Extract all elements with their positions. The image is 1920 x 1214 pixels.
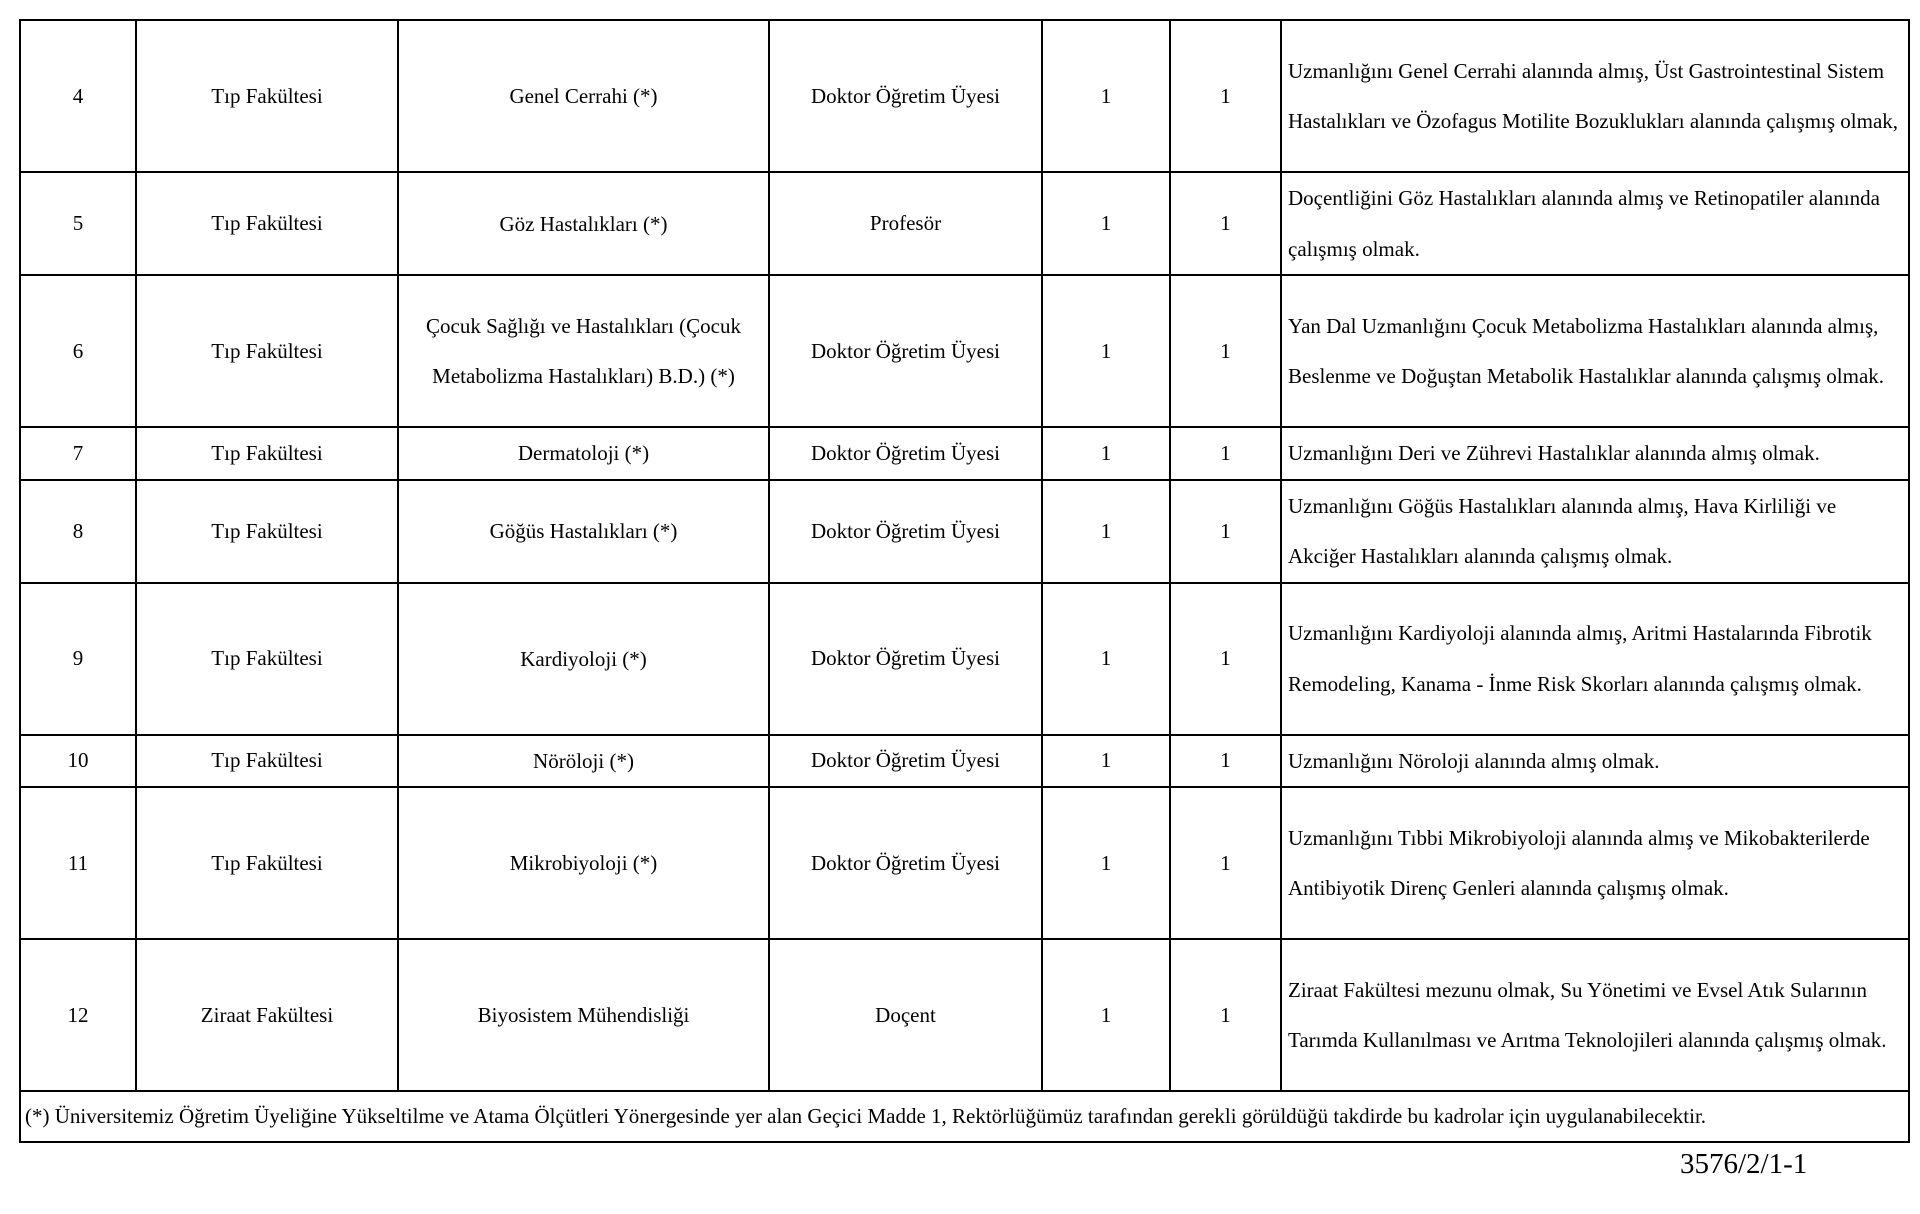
row-number: 4 — [20, 20, 136, 172]
academic-title-cell: Doktor Öğretim Üyesi — [769, 735, 1042, 788]
department-cell: Biyosistem Mühendisliği — [398, 939, 769, 1091]
department-cell: Nöröloji (*) — [398, 735, 769, 788]
row-number: 9 — [20, 583, 136, 735]
position-count-cell: 1 — [1042, 583, 1170, 735]
position-count-cell-2: 1 — [1170, 427, 1281, 480]
position-count-cell-2: 1 — [1170, 20, 1281, 172]
requirement-cell: Uzmanlığını Tıbbi Mikrobiyoloji alanında almış ve Mikobakterilerde Antibiyotik Direnç Genleri alanında çalışmış olmak. — [1281, 787, 1909, 939]
department-cell: Mikrobiyoloji (*) — [398, 787, 769, 939]
table-row — [20, 787, 1909, 939]
table-row — [20, 427, 1909, 480]
faculty-cell: Tıp Fakültesi — [136, 20, 398, 172]
faculty-cell: Tıp Fakültesi — [136, 787, 398, 939]
department-cell: Kardiyoloji (*) — [398, 583, 769, 735]
academic-title-cell: Doktor Öğretim Üyesi — [769, 583, 1042, 735]
requirement-cell: Uzmanlığını Nöroloji alanında almış olmak. — [1281, 735, 1909, 788]
academic-title-cell: Profesör — [769, 172, 1042, 275]
table-row — [20, 939, 1909, 1091]
department-cell: Göz Hastalıkları (*) — [398, 172, 769, 275]
row-number: 5 — [20, 172, 136, 275]
table-row — [20, 583, 1909, 735]
row-number: 11 — [20, 787, 136, 939]
department-cell: Çocuk Sağlığı ve Hastalıkları (Çocuk Metabolizma Hastalıkları) B.D.) (*) — [398, 275, 769, 427]
faculty-cell: Ziraat Fakültesi — [136, 939, 398, 1091]
requirement-cell: Uzmanlığını Göğüs Hastalıkları alanında almış, Hava Kirliliği ve Akciğer Hastalıkları alanında çalışmış olmak. — [1281, 480, 1909, 583]
row-number: 7 — [20, 427, 136, 480]
position-count-cell-2: 1 — [1170, 172, 1281, 275]
row-number: 8 — [20, 480, 136, 583]
position-count-cell-2: 1 — [1170, 583, 1281, 735]
position-count-cell-2: 1 — [1170, 735, 1281, 788]
row-number: 6 — [20, 275, 136, 427]
academic-title-cell: Doçent — [769, 939, 1042, 1091]
department-cell: Dermatoloji (*) — [398, 427, 769, 480]
faculty-cell: Tıp Fakültesi — [136, 172, 398, 275]
table-row — [20, 480, 1909, 583]
table-row — [20, 275, 1909, 427]
faculty-cell: Tıp Fakültesi — [136, 427, 398, 480]
position-count-cell-2: 1 — [1170, 787, 1281, 939]
page-code: 3576/2/1-1 — [1680, 1148, 1808, 1180]
footnote-row — [20, 1091, 1909, 1142]
requirement-cell: Uzmanlığını Deri ve Zührevi Hastalıklar alanında almış olmak. — [1281, 427, 1909, 480]
position-count-cell: 1 — [1042, 787, 1170, 939]
academic-title-cell: Doktor Öğretim Üyesi — [769, 427, 1042, 480]
position-count-cell-2: 1 — [1170, 275, 1281, 427]
table-row — [20, 735, 1909, 788]
requirement-cell: Uzmanlığını Kardiyoloji alanında almış, Aritmi Hastalarında Fibrotik Remodeling, Kanama - İnme Risk Skorları alanında çalışmış olmak. — [1281, 583, 1909, 735]
position-count-cell: 1 — [1042, 20, 1170, 172]
academic-title-cell: Doktor Öğretim Üyesi — [769, 20, 1042, 172]
position-count-cell: 1 — [1042, 939, 1170, 1091]
position-count-cell-2: 1 — [1170, 480, 1281, 583]
faculty-cell: Tıp Fakültesi — [136, 480, 398, 583]
position-count-cell: 1 — [1042, 735, 1170, 788]
academic-title-cell: Doktor Öğretim Üyesi — [769, 787, 1042, 939]
requirement-cell: Doçentliğini Göz Hastalıkları alanında almış ve Retinopatiler alanında çalışmış olmak. — [1281, 172, 1909, 275]
department-cell: Göğüs Hastalıkları (*) — [398, 480, 769, 583]
positions-table — [19, 19, 1910, 1143]
requirement-cell: Ziraat Fakültesi mezunu olmak, Su Yönetimi ve Evsel Atık Sularının Tarımda Kullanılması ve Arıtma Teknolojileri alanında çalışmış olmak. — [1281, 939, 1909, 1091]
faculty-cell: Tıp Fakültesi — [136, 735, 398, 788]
table-body — [20, 20, 1909, 1142]
row-number: 12 — [20, 939, 136, 1091]
position-count-cell: 1 — [1042, 480, 1170, 583]
row-number: 10 — [20, 735, 136, 788]
position-count-cell: 1 — [1042, 172, 1170, 275]
faculty-cell: Tıp Fakültesi — [136, 583, 398, 735]
footnote: (*) Üniversitemiz Öğretim Üyeliğine Yükseltilme ve Atama Ölçütleri Yönergesinde yer alan Geçici Madde 1, Rektörlüğümüz tarafından gerekli görüldüğü takdirde bu kadrolar için uygulanabilecektir. — [20, 1091, 1909, 1142]
requirement-cell: Uzmanlığını Genel Cerrahi alanında almış, Üst Gastrointestinal Sistem Hastalıkları ve Özofagus Motilite Bozuklukları alanında çalışmış olmak, — [1281, 20, 1909, 172]
academic-title-cell: Doktor Öğretim Üyesi — [769, 275, 1042, 427]
academic-title-cell: Doktor Öğretim Üyesi — [769, 480, 1042, 583]
position-count-cell: 1 — [1042, 275, 1170, 427]
department-cell: Genel Cerrahi (*) — [398, 20, 769, 172]
requirement-cell: Yan Dal Uzmanlığını Çocuk Metabolizma Hastalıkları alanında almış, Beslenme ve Doğuştan Metabolik Hastalıklar alanında çalışmış olmak. — [1281, 275, 1909, 427]
faculty-cell: Tıp Fakültesi — [136, 275, 398, 427]
position-count-cell: 1 — [1042, 427, 1170, 480]
table-row — [20, 172, 1909, 275]
table-row — [20, 20, 1909, 172]
position-count-cell-2: 1 — [1170, 939, 1281, 1091]
